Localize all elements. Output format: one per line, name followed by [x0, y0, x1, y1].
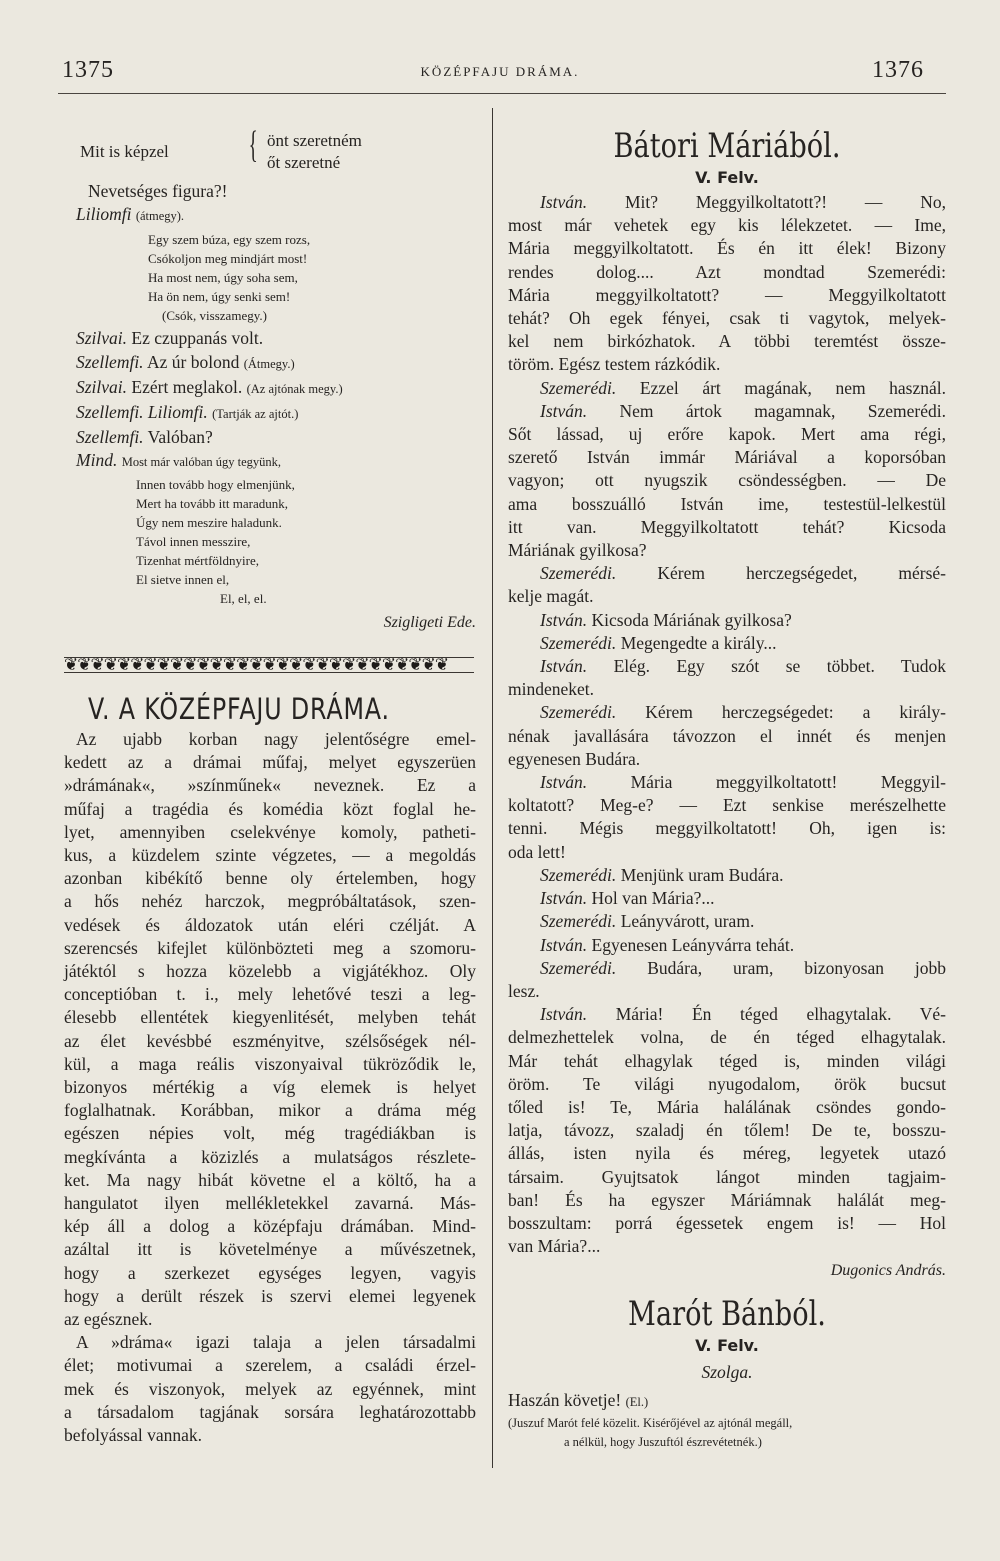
dialogue-line — [508, 1235, 946, 1258]
essay-line: azáltal itt is követelménye a művészetnek, — [64, 1239, 476, 1260]
song-line: El, el, el. — [220, 590, 267, 606]
dialogue-line — [508, 655, 946, 678]
dialogue-text: Menjünk uram Budára. — [620, 864, 784, 885]
song-line: Egy szem búza, egy szem rozs, — [148, 232, 311, 248]
essay-line: vedések és áldozatok után eléri czélját. A — [64, 914, 476, 935]
dialogue-text: Mit? Meggyilkoltatott?! — No, — [624, 192, 946, 212]
act-label: V. Felv. — [695, 168, 759, 187]
dialogue-line — [508, 353, 946, 376]
stage-direction: a nélkül, hogy Juszuftól észrevétetnék.) — [564, 1434, 762, 1449]
ornament-divider: ❦❦❦❦❦❦❦❦❦❦❦❦❦❦❦❦❦❦❦❦❦❦❦❦❦❦❦❦❦ — [64, 655, 474, 675]
dialogue-text: Mária meggyilkoltatott. És én itt élek! Bizony — [508, 238, 946, 259]
dialogue-line — [508, 864, 946, 887]
dialogue-text: kelje magát. — [508, 586, 594, 607]
dialogue-text: itt van. Meggyilkoltatott tehát? Kicsoda — [508, 516, 946, 537]
dialogue-text: Kérem herczegségedet: a király- — [645, 702, 946, 723]
essay-line: lyet, amennyiben cselekvénye komoly, patheti- — [64, 821, 476, 842]
essay-line: A »dráma« igazi talaja a jelen társadalmi — [76, 1332, 476, 1353]
dialogue-line — [508, 469, 946, 492]
song-block — [64, 230, 476, 325]
dialogue-line — [508, 771, 946, 794]
song-line: (Csók, visszamegy.) — [162, 308, 267, 324]
header-rule — [58, 93, 946, 94]
dialogue-text: Hol van Mária?... — [591, 888, 715, 909]
dialogue-text: Ezzel árt magának, nem használ. — [639, 377, 946, 398]
dialogue-text: Mária meggyilkoltatott! Meggyil- — [630, 772, 946, 793]
essay-line: ket. Ma nagy hibát követne el a költő, ha a — [64, 1169, 476, 1190]
song-line: Ha most nem, úgy soha sem, — [148, 270, 298, 286]
dialogue-line — [508, 1073, 946, 1096]
dialogue-line — [508, 261, 946, 284]
speaker-name: István. — [540, 888, 588, 909]
song-line: El sietve innen el, — [136, 571, 230, 587]
speaker-name: Szemerédi. — [540, 864, 617, 885]
essay-line: műfaj a tragédia és komédia közt foglal he- — [64, 798, 476, 819]
essay-line: szerencsés kifejlet különbözteti meg a szomoru- — [64, 937, 476, 958]
dialogue-text: egyenesen Budára. — [508, 748, 641, 769]
dialogue-line: Szellemfi. Liliomfi. (Tartják az ajtót.) — [76, 402, 299, 423]
brace-glyph: { — [248, 124, 258, 166]
act-label: V. Felv. — [695, 1336, 759, 1356]
essay-line: kül, a maga reális viszonyaival tükröződik le, — [64, 1053, 476, 1074]
dialogue-line — [508, 1212, 946, 1235]
dialogue-text: Sőt lássad, uj erőre kapok. Mert ama régi, — [508, 424, 946, 445]
dialogue-line — [508, 1166, 946, 1189]
dialogue-line — [508, 794, 946, 817]
speaker-name: István. — [540, 400, 588, 421]
essay-line: kedett az a drámai műfaj, melyet egyszerüen — [64, 752, 476, 773]
dialogue-text: vagyon; ott nyugszik csöndességben. — De — [508, 470, 946, 491]
essay-line: a hős nehéz harczok, megpróbáltatások, szen- — [64, 891, 476, 912]
song-line: Csókoljon meg mindjárt most! — [148, 251, 308, 267]
brace-prefix: Mit is képzel — [80, 142, 169, 161]
play-title-batori: Bátori Máriából. — [613, 126, 841, 166]
right-page-number: 1376 — [872, 57, 924, 83]
dialogue-line — [508, 1142, 946, 1165]
essay-line: mek és viszonyok, melyek az egyénnek, mint — [64, 1378, 476, 1399]
dialogue-line — [508, 725, 946, 748]
dialogue-line — [508, 330, 946, 353]
dialogue-text: Egyenesen Leányvárra tehát. — [591, 934, 795, 955]
dialogue-text: delmezhettelek volna, de én téged elhagytalak. — [508, 1027, 946, 1048]
dialogue-text: most már vehetek egy kis lélekzetet. — Ime, — [508, 215, 946, 236]
dialogue-text: Már tehát elhagylak téged is, minden világi — [508, 1050, 946, 1071]
verse-line: Nevetséges figura?! — [88, 181, 228, 201]
dialogue-text: latja, távozz, szaladj én tőlem! De te, bosszu- — [508, 1120, 946, 1141]
dialogue-text: Kicsoda Máriának gyilkosa? — [591, 609, 792, 630]
speaker-name: István. — [540, 609, 588, 630]
column-divider — [492, 108, 493, 1468]
essay-line: megkívánta a közizlés a mulatságos részlete- — [64, 1146, 476, 1167]
dialogue-text: kel nem birkózhatok. A többi teremtést össze- — [508, 331, 946, 352]
dialogue-text: rendes dolog.... Azt mondtad Szemerédi: — [508, 261, 946, 282]
dialogue-line — [508, 957, 946, 980]
speaker-name: István. — [540, 192, 588, 212]
dialogue-line: Szellemfi. Az úr bolond (Átmegy.) — [76, 351, 295, 372]
song-line: Tizenhat mértföldnyire, — [136, 552, 259, 568]
dialogue-line — [508, 1189, 946, 1212]
signature-dugonics: Dugonics András. — [830, 1262, 946, 1280]
dialogue-line: Szilvai. Ezért meglakol. (Az ajtónak megy.) — [76, 376, 343, 397]
dialogue-text: ban! És ha egyszer Máriámnak halálát meg- — [508, 1189, 946, 1210]
dialogue-line — [508, 887, 946, 910]
dialogue-text: szerető István immár Máriával a koporsóban — [508, 447, 946, 468]
song-block-2 — [64, 475, 476, 608]
dialogue-line — [508, 516, 946, 539]
essay-line: az egésznek. — [64, 1309, 153, 1330]
song-line: Ha ön nem, úgy senki sem! — [148, 289, 291, 305]
dialogue-line — [508, 910, 946, 933]
dialogue-line — [508, 214, 946, 237]
dialogue-text: Leányvárott, uram. — [620, 911, 755, 932]
dialogue-line — [508, 701, 946, 724]
essay-line: élet; motivumai a szerelem, a családi érzel- — [64, 1355, 476, 1376]
dialogue-line — [508, 1050, 946, 1073]
essay-line: élesebb ellentétek kiegyenlitését, melyben tehát — [64, 1007, 476, 1028]
essay-line: conceptióban t. i., mely lehetővé teszi a leg- — [64, 984, 476, 1005]
dialogue-block — [64, 327, 476, 474]
dialogue-line: Haszán követje! (El.) — [508, 1389, 649, 1410]
dialogue-line — [508, 307, 946, 330]
dialogue-line — [508, 980, 946, 1003]
essay-line: hogy a derült részek is szervi elemei legyenek — [64, 1285, 476, 1306]
speaker-szolga: Szolga. — [701, 1362, 753, 1383]
section-title: V. A KÖZÉPFAJU DRÁMA. — [88, 692, 390, 726]
dialogue-line — [508, 400, 946, 423]
essay-line: a társadalom tagjának sorsára leghatározottabb — [64, 1401, 476, 1422]
left-page-number: 1375 — [62, 57, 114, 83]
signature-szigligeti: Szigligeti Ede. — [383, 613, 476, 631]
essay-line: bizonyos mértékig a víg elemek is helyet — [64, 1077, 476, 1098]
running-title: KÖZÉPFAJU DRÁMA. — [420, 64, 580, 79]
dialogue-text: tőled is! Te, Mária halálának csöndes gondo- — [508, 1096, 946, 1117]
song-line: Távol innen messzire, — [136, 533, 251, 549]
dialogue-text: ama bosszuálló István ime, testestül-lelkestül — [508, 493, 946, 514]
dialogue-line — [508, 377, 946, 400]
dialogue-text: társaim. Gyujtsatok lángot minden tagjaim- — [508, 1166, 946, 1187]
dialogue-line — [508, 817, 946, 840]
dialogue-text: töröm. Egész testem rázkódik. — [508, 354, 721, 375]
dialogue-text: nénak javallására távozzon el innét és menjen — [508, 725, 946, 746]
right-column — [508, 126, 946, 1452]
verse-line: Liliomfi (átmegy). — [76, 204, 185, 225]
dialogue-line — [508, 934, 946, 957]
dialogue-line — [508, 539, 946, 562]
essay-line: egészen népies volt, még tragédiákban is — [64, 1123, 476, 1144]
verse-brace — [64, 124, 476, 176]
dialogue-text: Elég. Egy szót se többet. Tudok — [613, 656, 947, 677]
dialogue-text: koltatott? Meg-e? — Ezt senkise merészelhette — [508, 795, 946, 816]
essay-line: »drámának«, »színműnek« neveznek. Ez a — [64, 775, 476, 796]
dialogue-text: öröm. Te világi nyugodalom, örök bucsut — [508, 1073, 946, 1094]
essay-line: hogy a szerkezet egységes legyen, vagyis — [64, 1262, 476, 1283]
left-column-essay — [64, 692, 476, 1447]
play-title-marot: Marót Bánból. — [628, 1294, 826, 1335]
dialogue-text: van Mária?... — [508, 1236, 601, 1257]
dialogue-line — [508, 678, 946, 701]
dialogue-text: tenni. Mégis meggyilkoltatott! Oh, igen is: — [508, 818, 946, 839]
dialogue-line — [508, 562, 946, 585]
dialogue-line — [508, 493, 946, 516]
dialogue-text: tehát? Oh egek fényei, csak ti vagytok, melyek- — [508, 308, 946, 329]
dialogue-text: állás, isten nyila és méreg, legyetek utazó — [508, 1143, 946, 1164]
dialogue-text: Mária! Én téged elhagytalak. Vé- — [615, 1004, 946, 1025]
speaker-name: Szemerédi. — [540, 702, 617, 723]
brace-option-bottom: őt szeretné — [267, 153, 341, 172]
speaker-name: István. — [540, 772, 588, 793]
dialogue-line — [508, 1026, 946, 1049]
speaker-name: Szemerédi. — [540, 957, 617, 978]
song-line: Úgy nem meszire haladunk. — [136, 514, 282, 530]
essay-line: kus, a küzdelem szinte végzetes, — a megoldás — [64, 845, 476, 866]
song-line: Innen tovább hogy elmenjünk, — [136, 476, 295, 492]
speaker-name: Szemerédi. — [540, 377, 617, 398]
speaker-name: István. — [540, 656, 588, 677]
essay-line: befolyással vannak. — [64, 1425, 203, 1446]
dialogue-line — [508, 237, 946, 260]
dialogue-line — [508, 191, 946, 214]
dialogue-line — [508, 609, 946, 632]
essay-line: játéktól s hozza közelebb a vigjátékhoz. Oly — [64, 961, 476, 982]
dialogue-line: Mind. Most már valóban úgy tegyünk, — [76, 450, 282, 471]
speaker-name: István. — [540, 934, 588, 955]
essay-line: Az ujabb korban nagy jelentőségre emel- — [76, 729, 476, 749]
dialogue-text: oda lett! — [508, 841, 566, 862]
essay-line: azonban kibékítő benne oly értelemben, hogy — [64, 868, 476, 889]
stage-direction: (Juszuf Marót felé közelit. Kisérőjével az ajtónál megáll, — [508, 1415, 793, 1430]
dialogue-line: Szilvai. Ez czuppanás volt. — [76, 328, 264, 349]
essay-line: hangulatot ilyen mellékletekkel zavarná. Más- — [64, 1193, 476, 1214]
dialogue-line: Szellemfi. Valóban? — [76, 427, 213, 448]
dialogue-line — [508, 632, 946, 655]
dialogue-line — [508, 585, 946, 608]
speaker-name: Szemerédi. — [540, 911, 617, 932]
essay-line: kép áll a dolog a középfaju drámában. Mind- — [64, 1216, 476, 1237]
essay-line: foglalhatnak. Korábban, mikor a dráma még — [64, 1100, 476, 1121]
dialogue-text: bosszultam: porrá égessetek engem is! — Hol — [508, 1212, 946, 1233]
dialogue-line — [508, 446, 946, 469]
dialogue-line — [508, 1119, 946, 1142]
dialogue-line — [508, 841, 946, 864]
dialogue-text: Nem ártok magamnak, Szemerédi. — [619, 400, 946, 421]
dialogue-text: mindeneket. — [508, 679, 595, 700]
dialogue-line — [508, 284, 946, 307]
dialogue-line — [508, 748, 946, 771]
speaker-name: Szemerédi. — [540, 563, 617, 584]
dialogue-text: lesz. — [508, 980, 540, 1001]
dialogue-text: Máriának gyilkosa? — [508, 540, 647, 561]
dialogue-text: Mária meggyilkoltatott? — Meggyilkoltatott — [508, 284, 946, 305]
speaker-name: István. — [540, 1004, 588, 1025]
speaker-name: Szemerédi. — [540, 632, 617, 653]
essay-body — [64, 728, 476, 1447]
left-column-verse — [64, 124, 476, 632]
play-dialogue — [508, 191, 946, 1258]
dialogue-line — [508, 1096, 946, 1119]
dialogue-line — [508, 423, 946, 446]
dialogue-text: Kérem herczegségedet, mérsé- — [657, 563, 946, 584]
dialogue-text: Megengedte a király... — [620, 632, 777, 653]
song-line: Mert ha tovább itt maradunk, — [136, 495, 288, 511]
brace-option-top: önt szeretném — [267, 131, 362, 150]
dialogue-line — [508, 1003, 946, 1026]
essay-line: az élet kevésbbé eszményitve, szélsőségek nél- — [64, 1030, 476, 1051]
dialogue-text: Budára, uram, bizonyosan jobb — [647, 957, 946, 978]
